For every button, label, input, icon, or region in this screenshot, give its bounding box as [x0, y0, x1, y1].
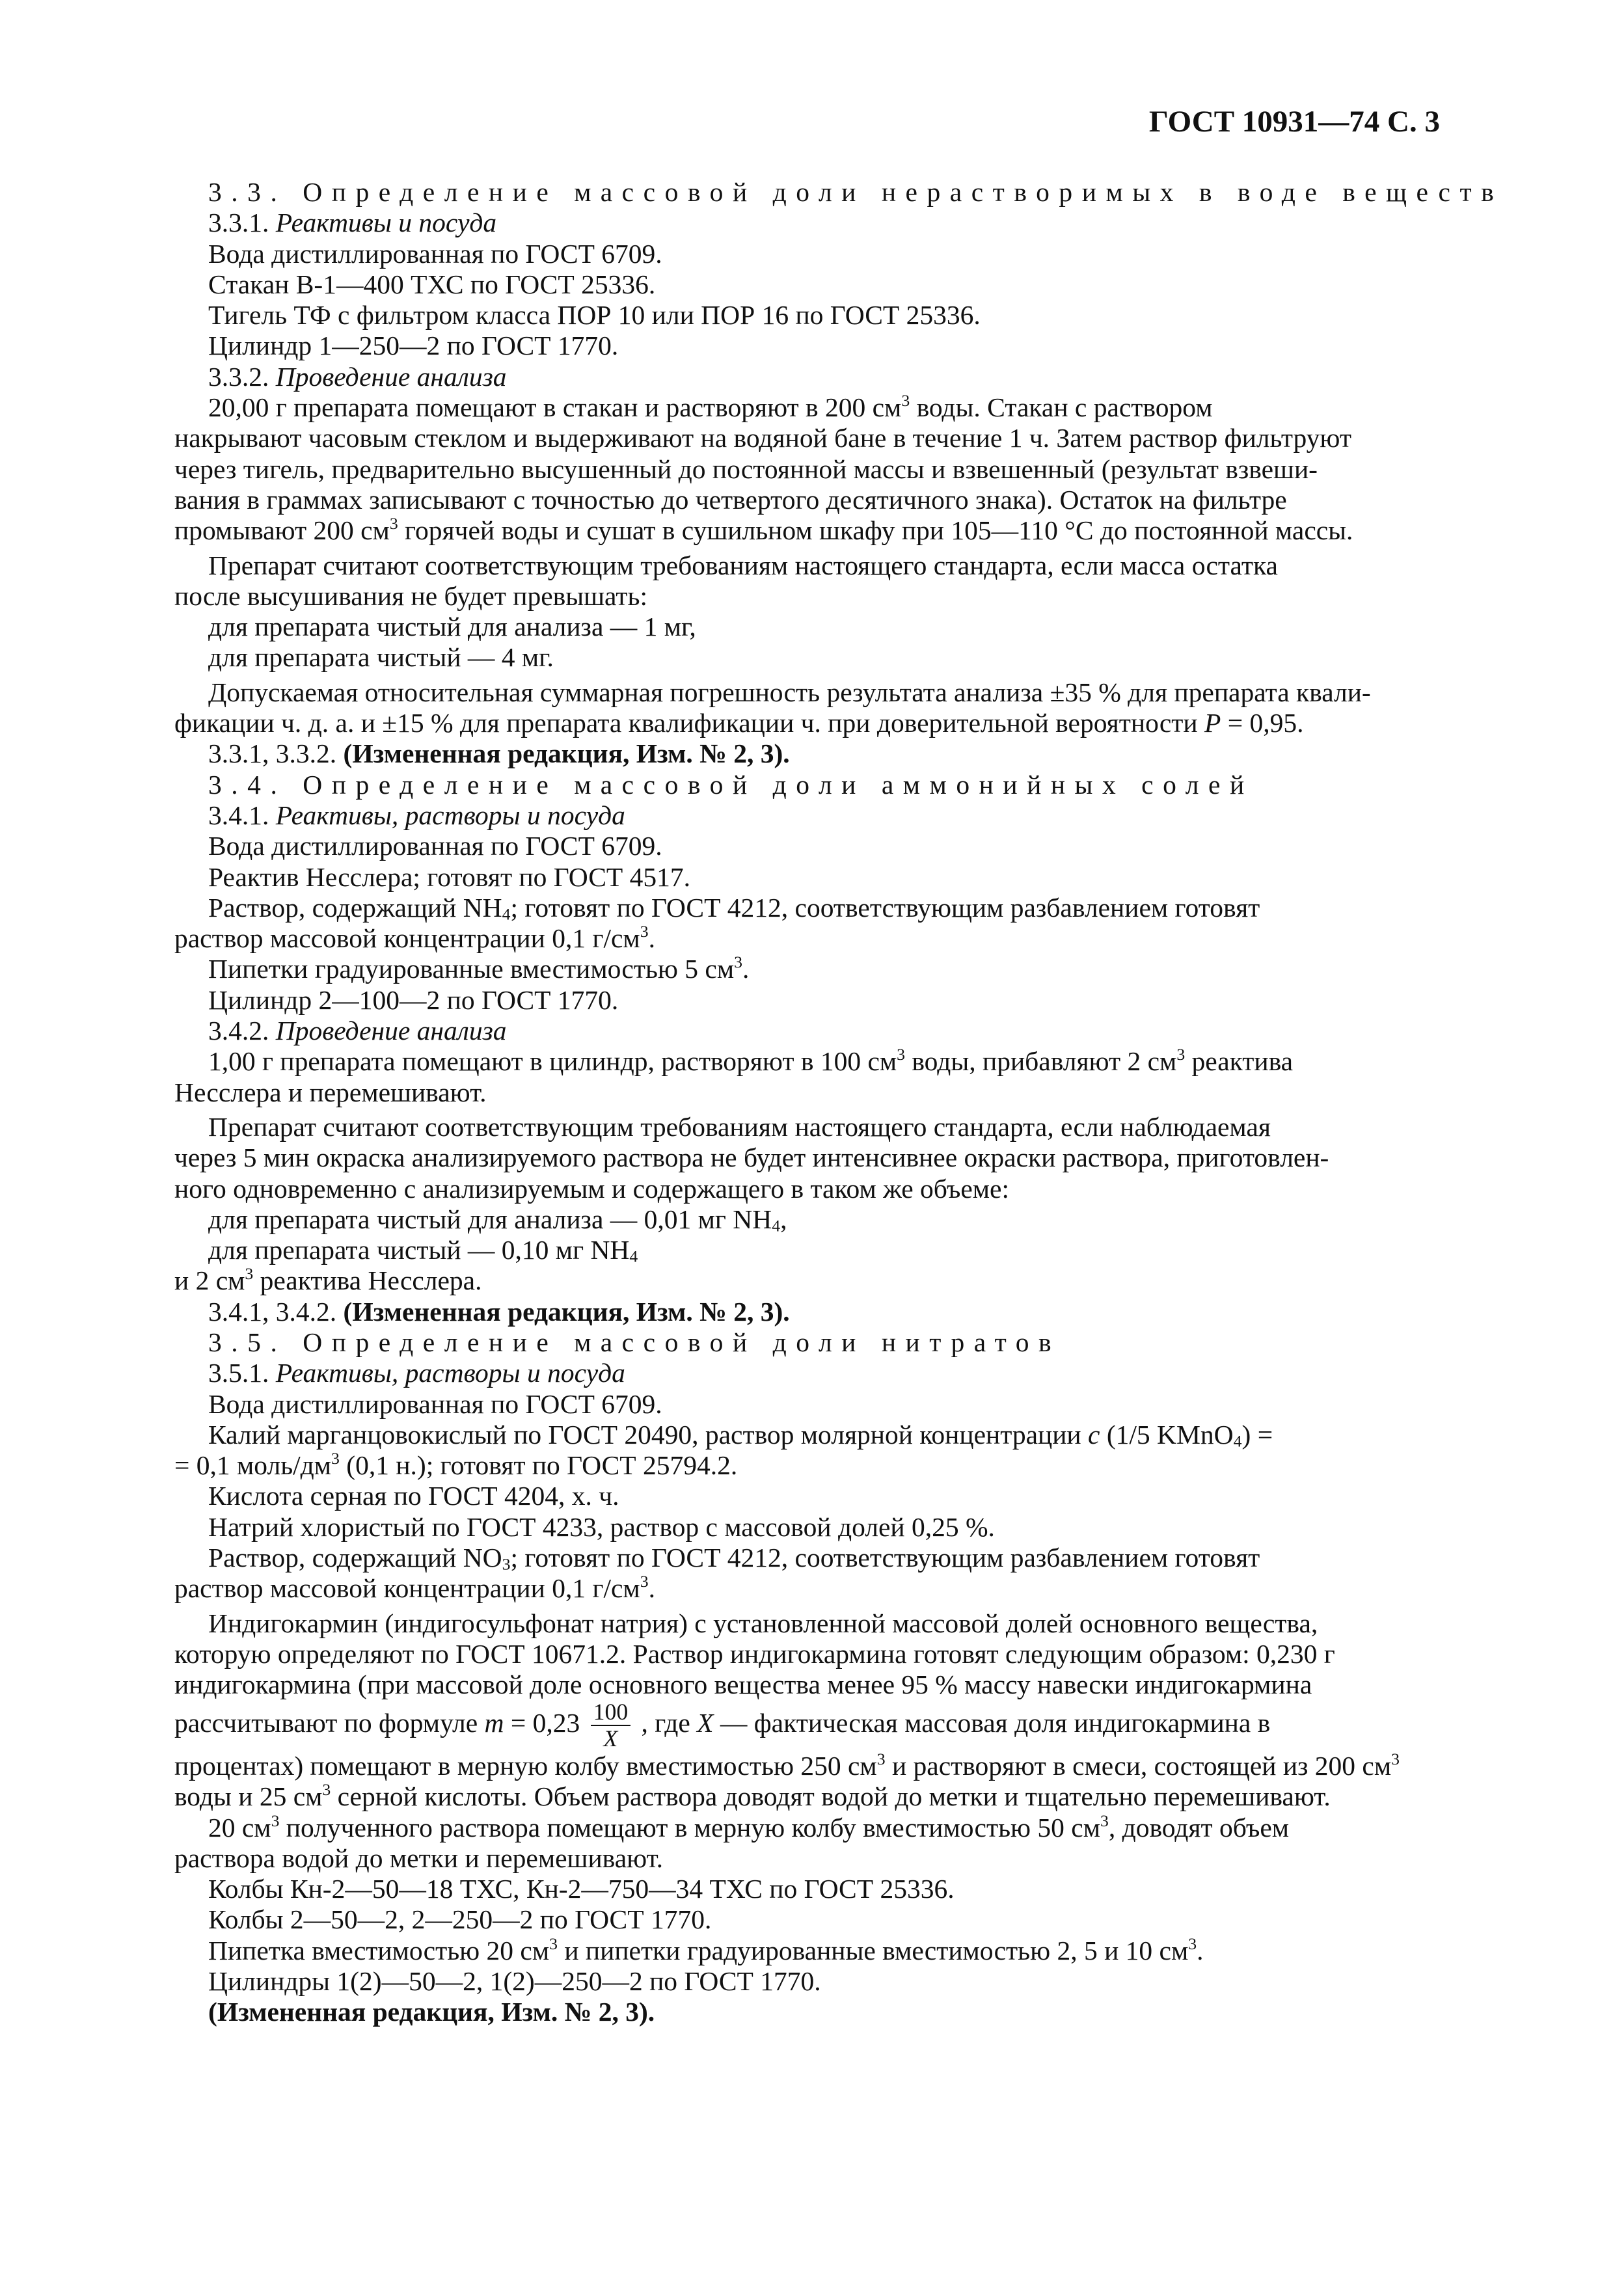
text-line: и 2 $см^3$ реактива Несслера.	[174, 1264, 482, 1296]
text-line: для препарата чистый — 0,10 мг $NH_4$	[208, 1235, 638, 1266]
subsection-3-4-1: 3.4.1. Реактивы, растворы и посуда	[208, 800, 625, 830]
text-line: Препарат считают соответствующим требованиям настоящего стандарта, если наблюдаемая	[208, 1111, 1271, 1142]
text-line: Пипетки градуированные вместимостью 5 $см^3$.	[208, 952, 750, 984]
text-line: для препарата чистый — 4 мг.	[208, 642, 554, 673]
revision-note: 3.4.1, 3.4.2. (Измененная редакция, Изм. № 2, 3).	[208, 1296, 790, 1327]
section-heading-3-3: 3.3. Определение массовой доли нерастворимых в воде веществ	[208, 177, 1504, 207]
fraction-denominator: X	[603, 1725, 618, 1752]
text-line: накрывают часовым стеклом и выдерживают на водяной бане в течение 1 ч. Затем раствор фильтруют	[174, 423, 1352, 453]
text-line: индигокармина (при массовой доле основного вещества менее 95 % массу навески индигокармина	[174, 1669, 1312, 1700]
text-line: Допускаемая относительная суммарная погрешность результата анализа ±35 % для препарата квали-	[208, 677, 1371, 707]
text-line: через 5 мин окраска анализируемого раствора не будет интенсивнее окраски раствора, приготовлен-	[174, 1142, 1329, 1173]
section-heading-3-4: 3.4. Определение массовой доли аммонийных солей	[208, 769, 1254, 800]
text-line: Колбы Кн-2—50—18 ТХС, Кн-2—750—34 ТХС по ГОСТ 25336.	[208, 1874, 955, 1904]
text-line: Вода дистиллированная по ГОСТ 6709.	[208, 238, 662, 269]
text-line: Несслера и перемешивают.	[174, 1077, 487, 1107]
revision-note: 3.3.1, 3.3.2. (Измененная редакция, Изм. № 2, 3).	[208, 738, 790, 769]
text-line: 20 $см^3$ полученного раствора помещают в мерную колбу вместимостью 50 $см^3$, доводят объем	[208, 1811, 1289, 1843]
text-line: 1,00 г препарата помещают в цилиндр, растворяют в 100 $см^3$ воды, прибавляют 2 $см^3$ реактива	[208, 1045, 1294, 1077]
fraction	[591, 1698, 631, 1752]
text-line: Раствор, содержащий $NO_3$; готовят по ГОСТ 4212, соответствующим разбавлением готовят	[208, 1543, 1260, 1574]
subsection-3-3-2: 3.3.2. Проведение анализа	[208, 361, 507, 392]
fraction-numerator: 100	[591, 1701, 631, 1727]
text-line: = 0,1 моль/$дм^3$ (0,1 н.); готовят по ГОСТ 25794.2.	[174, 1449, 738, 1481]
text-line: Препарат считают соответствующим требованиям настоящего стандарта, если масса остатка	[208, 550, 1278, 580]
formula-line: рассчитывают по формуле m = 0,23 $\frac{100}{X}$ , где X — фактическая массовая доля индигокармина в	[174, 1698, 1271, 1752]
text-line: Калий марганцовокислый по ГОСТ 20490, раствор молярной концентрации с (1/5 KMnO$_4$) =	[208, 1419, 1273, 1451]
text-line: Вода дистиллированная по ГОСТ 6709.	[208, 831, 662, 861]
text-line: воды и 25 $см^3$ серной кислоты. Объем раствора доводят водой до метки и тщательно перемешивают.	[174, 1780, 1331, 1812]
text-line: раствора водой до метки и перемешивают.	[174, 1843, 663, 1873]
text-line: Стакан В-1—400 ТХС по ГОСТ 25336.	[208, 269, 656, 299]
text-line: раствор массовой концентрации 0,1 $г/см^3$.	[174, 1572, 655, 1604]
subsection-3-5-1: 3.5.1. Реактивы, растворы и посуда	[208, 1358, 625, 1388]
text-line: Раствор, содержащий $NH_4$; готовят по ГОСТ 4212, соответствующим разбавлением готовят	[208, 892, 1260, 924]
text-line: фикации ч. д. а. и ±15 % для препарата квалификации ч. при доверительной вероятности Р = 0,95.	[174, 708, 1304, 738]
page-header: ГОСТ 10931—74 С. 3	[1148, 105, 1440, 139]
text-line: раствор массовой концентрации 0,1 $г/см^3$.	[174, 922, 655, 954]
revision-note: (Измененная редакция, Изм. № 2, 3).	[208, 1997, 655, 2027]
text-line: Цилиндр 2—100—2 по ГОСТ 1770.	[208, 984, 619, 1015]
text-line: для препарата чистый для анализа — 0,01 мг $NH_4$,	[208, 1204, 787, 1236]
text-line: промывают 200 $см^3$ горячей воды и сушат в сушильном шкафу при 105—110 °С до постоянной массы.	[174, 514, 1353, 546]
subsection-3-4-2: 3.4.2. Проведение анализа	[208, 1016, 507, 1046]
text-line: Реактив Несслера; готовят по ГОСТ 4517.	[208, 861, 691, 892]
text-line: после высушивания не будет превышать:	[174, 580, 647, 611]
text-line: Цилиндр 1—250—2 по ГОСТ 1770.	[208, 331, 619, 361]
text-line: Цилиндры 1(2)—50—2, 1(2)—250—2 по ГОСТ 1770.	[208, 1966, 821, 1996]
text-line: Тигель ТФ с фильтром класса ПОР 10 или ПОР 16 по ГОСТ 25336.	[208, 300, 981, 331]
text-line: для препарата чистый для анализа — 1 мг,	[208, 612, 696, 642]
text-line: Индигокармин (индигосульфонат натрия) с установленной массовой долей основного вещества,	[208, 1608, 1318, 1638]
subsection-3-3-1: 3.3.1. Реактивы и посуда	[208, 208, 497, 238]
text-line: вания в граммах записывают с точностью до четвертого десятичного знака). Остаток на фильтре	[174, 484, 1287, 515]
text-line: Пипетка вместимостью 20 $см^3$ и пипетки градуированные вместимостью 2, 5 и 10 $см^3$.	[208, 1934, 1204, 1965]
text-line: которую определяют по ГОСТ 10671.2. Раствор индигокармина готовят следующим образом: 0,230 г	[174, 1638, 1335, 1669]
section-heading-3-5: 3.5. Определение массовой доли нитратов	[208, 1327, 1061, 1357]
text-line: Колбы 2—50—2, 2—250—2 по ГОСТ 1770.	[208, 1904, 712, 1935]
text-line: ного одновременно с анализируемым и содержащего в таком же объеме:	[174, 1173, 1009, 1204]
text-line: через тигель, предварительно высушенный до постоянной массы и взвешенный (результат взвеши-	[174, 453, 1318, 484]
text-line: 20,00 г препарата помещают в стакан и растворяют в 200 $см^3$ воды. Стакан с раствором	[208, 391, 1213, 423]
text-line: Кислота серная по ГОСТ 4204, х. ч.	[208, 1481, 619, 1511]
document-body	[174, 177, 1504, 2028]
text-line: процентах) помещают в мерную колбу вместимостью 250 $см^3$ и растворяют в смеси, состоящей из 200 $см^3$	[174, 1749, 1400, 1781]
text-line: Вода дистиллированная по ГОСТ 6709.	[208, 1388, 662, 1419]
text-line: Натрий хлористый по ГОСТ 4233, раствор с массовой долей 0,25 %.	[208, 1511, 995, 1542]
